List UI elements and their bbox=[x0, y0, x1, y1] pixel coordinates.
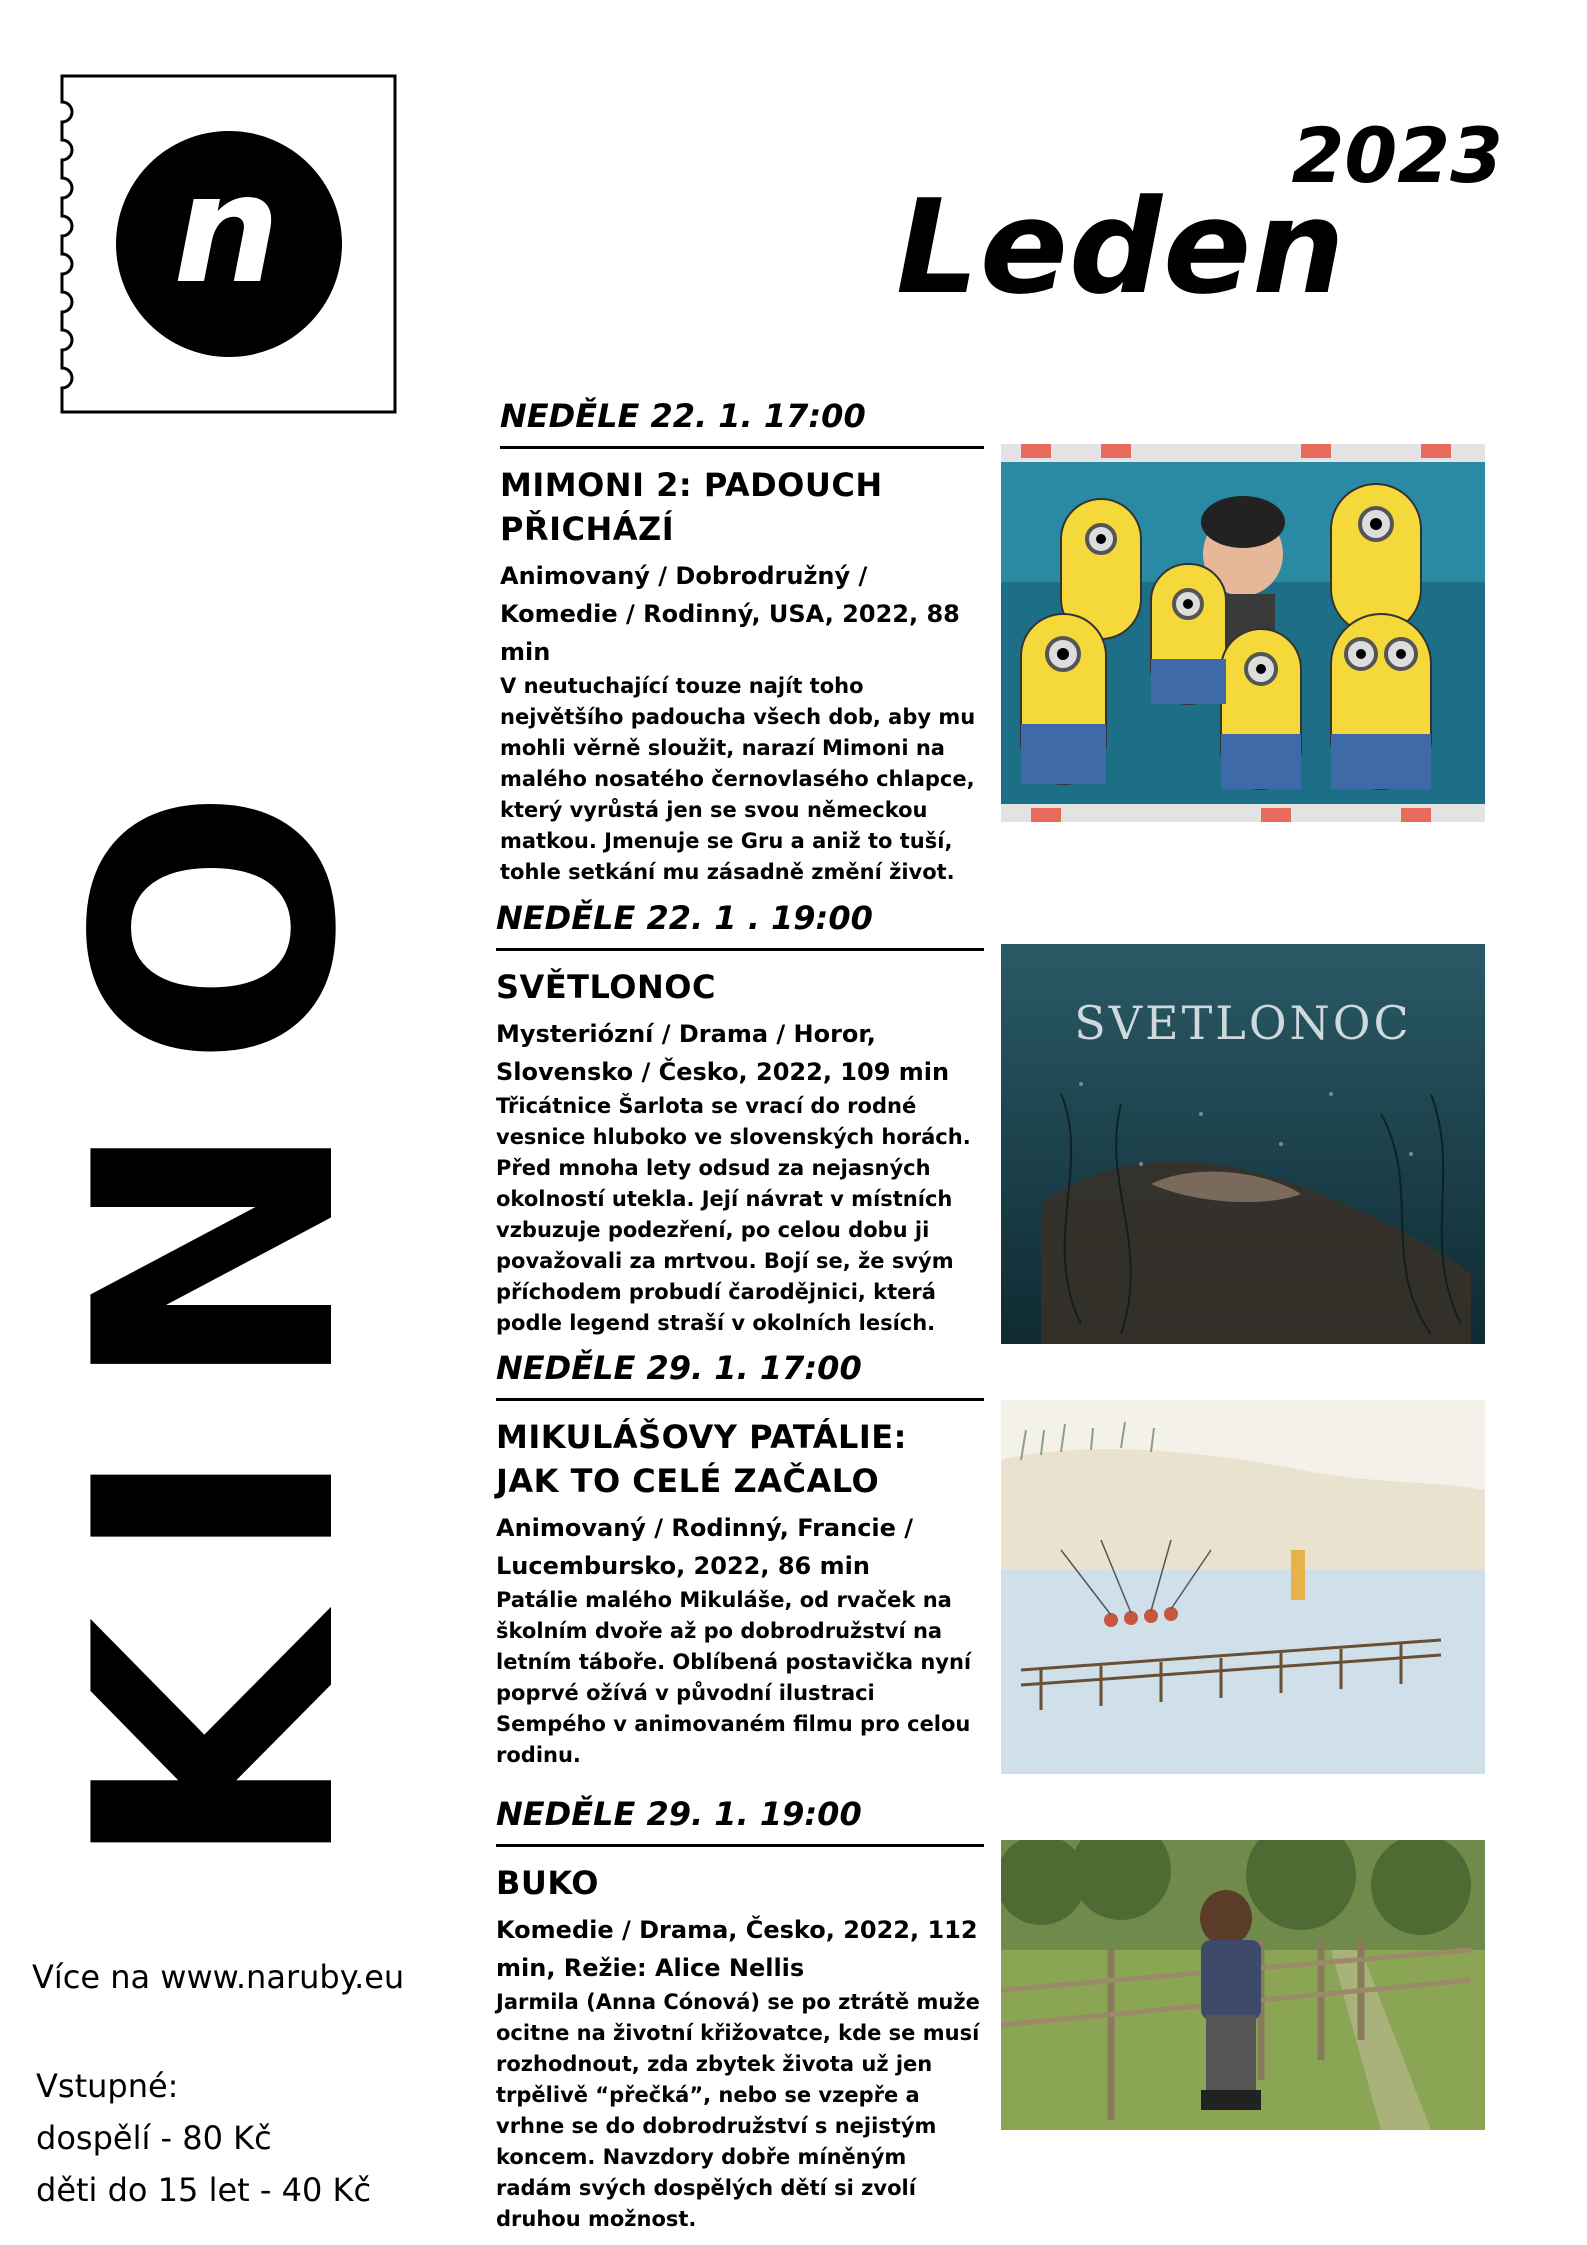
screening-item bbox=[492, 1348, 1492, 1771]
screening-item bbox=[492, 1794, 1492, 2235]
screening-date: NEDĚLE 29. 1. 19:00 bbox=[496, 1794, 984, 1847]
mikulas-illustration-image bbox=[1001, 1400, 1485, 1774]
screening-date: NEDĚLE 29. 1. 17:00 bbox=[496, 1348, 984, 1401]
screening-item bbox=[492, 898, 1492, 1339]
page-title: Leden bbox=[896, 171, 1346, 323]
logo-letter: n bbox=[173, 143, 280, 317]
screening-date: NEDĚLE 22. 1 . 19:00 bbox=[496, 898, 984, 951]
kino-vertical-title bbox=[25, 737, 409, 1873]
svetlonoc-poster-image bbox=[1001, 944, 1485, 1344]
minions-poster-image bbox=[1001, 444, 1485, 822]
screening-genre: Komedie / Drama, Česko, 2022, 112 min, Režie: Alice Nellis bbox=[496, 1916, 978, 1982]
kino-text: KINO bbox=[25, 737, 409, 1873]
poster-title: SVETLONOC bbox=[1074, 996, 1412, 1050]
price-adults: dospělí - 80 Kč bbox=[36, 2119, 272, 2157]
price-children: děti do 15 let - 40 Kč bbox=[36, 2171, 372, 2209]
buko-photo-image bbox=[1001, 1840, 1485, 2130]
screening-date: NEDĚLE 22. 1. 17:00 bbox=[500, 396, 984, 449]
screening-description: Třicátnice Šarlota se vrací do rodné vesnice hluboko ve slovenských horách. Před mnoha lety odsud za nejasných okolností utekla. Její návrat v místních vzbuzuje podezření, po celou dobu ji považovali za mrtvou. Bojí se, že svým příchodem probudí čarodějnici, která podle legend straší v okolních lesích. bbox=[496, 1094, 971, 1335]
screening-description: Patálie malého Mikuláše, od rvaček na školním dvoře až po dobrodružství na letním táboře. Oblíbená postavička nyní poprvé ožívá v původní ilustraci Sempého v animovaném filmu pro celou rodinu. bbox=[496, 1588, 972, 1767]
screening-title: BUKO bbox=[496, 1864, 599, 1902]
screening-title: SVĚTLONOC bbox=[496, 968, 716, 1006]
screening-description: Jarmila (Anna Cónová) se po ztrátě muže ocitne na životní křižovatce, kde se musí rozhodnout, zda zbytek života už jen trpělivě “přečká”, nebo se vzepře a vrhne se do dobrodružství s nejistým koncem. Navzdory dobře míněným radám svých dospělých dětí si zvolí druhou možnost. bbox=[496, 1990, 980, 2231]
screening-description: V neutuchající touze najít toho největšího padoucha všech dob, aby mu mohli věrně sloužit, narazí Mimoni na malého nosatého černovlasého chlapce, který vyrůstá jen se svou německou matkou. Jmenuje se Gru a aniž to tuší, tohle setkání mu zásadně změní život. bbox=[500, 674, 976, 884]
screening-genre: Animovaný / Rodinný, Francie / Lucembursko, 2022, 86 min bbox=[496, 1514, 914, 1580]
screening-item bbox=[492, 396, 1492, 888]
screening-title: MIKULÁŠOVY PATÁLIE: JAK TO CELÉ ZAČALO bbox=[496, 1418, 907, 1500]
year: 2023 bbox=[1291, 111, 1503, 200]
screening-genre: Mysteriózní / Drama / Horor, Slovensko / Česko, 2022, 109 min bbox=[496, 1020, 950, 1086]
screening-title: MIMONI 2: PADOUCH PŘICHÁZÍ bbox=[500, 466, 883, 548]
logo bbox=[54, 72, 399, 416]
prices-block bbox=[36, 2060, 371, 2216]
prices-heading: Vstupné: bbox=[36, 2067, 179, 2105]
screening-genre: Animovaný / Dobrodružný / Komedie / Rodinný, USA, 2022, 88 min bbox=[500, 562, 960, 666]
website-link[interactable]: Více na www.naruby.eu bbox=[32, 1958, 405, 1996]
